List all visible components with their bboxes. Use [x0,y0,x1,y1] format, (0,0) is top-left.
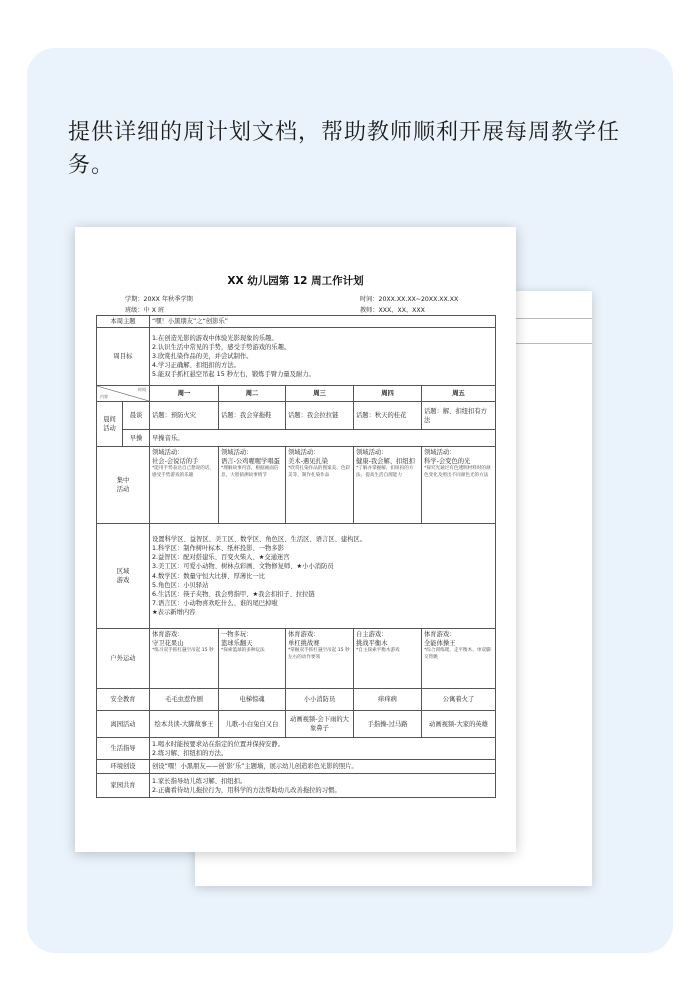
document-title: XX 幼儿园第 12 周工作计划 [227,275,364,287]
focus-title: 社会-会说话的手 [152,458,199,466]
focus-type: 领域活动： [152,449,184,457]
teacher-label: 教师：XXX、XX、XXX [360,307,425,314]
corner-cell [97,386,150,402]
life-row [97,738,496,760]
home-item: 1.家长指导幼儿练习解、扣纽扣。 [152,777,247,785]
focus-cell [422,447,496,524]
time-label: 时间：20XX.XX.XX~20XX.XX.XX [360,296,459,303]
outdoor-desc: *练习双手抓杠悬空吊起 15 秒 [152,648,214,654]
goal-item: 4.学习正确解、扣纽扣的方法。 [152,362,240,370]
area-label: 区域 游戏 [97,524,150,629]
outdoor-row [97,629,496,689]
env-row [97,760,496,774]
days-header-row [97,386,496,402]
area-row [97,524,496,629]
safety-cell: 毛毛虫惹作剧 [150,689,219,711]
leave-row [97,711,496,738]
focus-cell [286,447,354,524]
area-item: 4.数学区：数量守恒大比拼、厚薄比一比 [152,572,266,580]
semester-label: 学期：20XX 年秋季学期 [125,296,193,303]
home-item: 2.正确看待幼儿拖拉行为，用科学的方法帮助幼儿改善拖拉的习惯。 [152,786,341,794]
outdoor-cell [354,629,422,689]
focus-type: 领域活动： [356,449,388,457]
talk-cell: 话题：预防火灾 [150,402,219,430]
outdoor-type: 体育游戏： [152,631,184,639]
outdoor-cell [219,629,286,689]
goals-row [97,328,496,386]
day-header: 周五 [422,386,496,402]
headline: 提供详细的周计划文档，帮助教师顺利开展每周教学任务。 [68,120,621,178]
focus-cell [354,447,422,524]
outdoor-desc: *自主探索平衡木游戏 [356,648,400,654]
goal-item: 1.在创造光影的游戏中体验光影现象的乐趣。 [152,334,278,342]
talk-label: 晨谈 [123,402,150,430]
outdoor-desc: *掌握双手抓杠悬空吊起 15 秒左右的动作要领 [288,648,350,660]
focus-desc: *了解并掌握解、扣纽扣的方法，提高生活自理能力 [356,466,414,478]
outdoor-type: 体育游戏： [288,631,320,639]
safety-row [97,689,496,711]
area-list [150,524,496,629]
theme-label: 本周主题 [97,316,150,328]
leave-cell: 儿歌-小白兔白又白 [219,711,286,738]
goals-list [150,328,496,386]
outdoor-type: 自主游戏： [356,631,388,639]
focus-type: 领域活动： [221,449,253,457]
focus-title: 科学-会变色的光 [424,458,471,466]
document-sheet [75,227,516,852]
talk-cell: 话题：我会穿拖鞋 [219,402,286,430]
env-label: 环境创设 [97,760,150,774]
outdoor-desc: *综合训练爬、走平衡木、单双脚交替跳 [424,648,491,660]
outdoor-cell [286,629,354,689]
outdoor-title: 篮球乐翻天 [221,640,253,648]
life-label: 生活指导 [97,738,150,760]
focus-title: 健康-我会解、扣纽扣 [356,458,415,466]
outdoor-desc: *探索篮球的多种玩法 [221,648,265,654]
life-list [150,738,496,760]
focus-desc: *欣赏扎染作品的图案美、色彩美等，制作扎染作品 [288,466,351,478]
weekly-plan-table [96,315,496,798]
outdoor-title: 全能体操王 [424,640,456,648]
day-header: 周三 [286,386,354,402]
leave-cell: 动画视频-会下雨的大象鼻子 [286,711,354,738]
focus-row [97,447,496,524]
focus-label: 集中 活动 [97,447,150,524]
talk-cell: 话题：解、扣纽扣有方法 [422,402,496,430]
leave-cell: 绘本共读-大脚故事王 [150,711,219,738]
focus-desc: *理解故事内容，根据画面信息，大胆猜测故事情节 [221,466,279,478]
safety-cell: 公寓着火了 [422,689,496,711]
talk-cell: 话题：我会拉拉链 [286,402,354,430]
area-item: 3.美工区：可爱小动物、树林点彩画、文物修复师、★小小消防员 [152,563,334,571]
safety-label: 安全教育 [97,689,150,711]
home-row [97,774,496,798]
area-item: 1.科学区：制作树叶标本、纸杯投影、一物多影 [152,545,284,553]
talk-cell: 话题：秋天的桂花 [354,402,422,430]
safety-cell: 痒痒病 [354,689,422,711]
leave-cell: 手指操-过马路 [354,711,422,738]
focus-type: 领域活动： [424,449,456,457]
day-header: 周一 [150,386,219,402]
outdoor-cell [150,629,219,689]
exercise-value: 早操音乐。 [150,430,496,447]
corner-content-label: 内容 [100,394,108,400]
outdoor-label: 户外运动 [97,629,150,689]
theme-row [97,316,496,328]
day-header: 周四 [354,386,422,402]
focus-cell [150,447,219,524]
exercise-label: 早操 [123,430,150,447]
leave-cell: 动画视频-大家的英雄 [422,711,496,738]
area-item: 2.益智区：配对搭建乐、百变火柴人、★交通迷宫 [152,554,290,562]
outdoor-title: 挑战平衡木 [356,640,388,648]
area-item: 5.角色区：小贝驿站 [152,581,209,589]
outdoor-type: 一物多玩： [221,631,253,639]
outdoor-type: 体育游戏： [424,631,456,639]
exercise-row [97,430,496,447]
focus-desc: *探究光通过有色透明材料时的颜色变化及照出不同颜色光的方法 [424,466,491,478]
goals-label: 周目标 [97,328,150,386]
corner-time-label: 时间 [138,387,146,393]
talk-row [97,402,496,430]
area-note: ★表示新增内容 [152,609,196,617]
outdoor-cell [422,629,496,689]
theme-value: “嘿！小黑朋友”之“创影乐” [150,316,496,328]
focus-desc: *能用手势表达自己想说的话，感受手势游戏的乐趣 [152,466,215,478]
goal-item: 3.欣赏扎染作品的美，并尝试制作。 [152,353,253,361]
goal-item: 5.能双手抓杠悬空吊起 15 秒左右，锻炼手臂力量及耐力。 [152,371,315,379]
env-value: 创设“嘿！小黑朋友——创‘影’乐”主题墙，展示幼儿创造彩色光影的照片。 [150,760,496,774]
outdoor-title: 守卫花果山 [152,640,184,648]
home-label: 家园共育 [97,774,150,798]
morning-label: 晨间 活动 [97,402,123,447]
area-item: 6.生活区：筷子夹物、我会剪指甲、★我会扣扣子、拉拉链 [152,590,315,598]
safety-cell: 小小消防员 [286,689,354,711]
class-label: 班级：中 X 班 [125,307,165,314]
day-header: 周二 [219,386,286,402]
area-item: 设置科学区、益智区、美工区、数学区、角色区、生活区、语言区、建构区。 [152,536,367,544]
focus-title: 语言-公鸡喔喔学唱蛋 [221,458,280,466]
focus-type: 领域活动： [288,449,320,457]
focus-title: 美术-遇见扎染 [288,458,329,466]
home-list [150,774,496,798]
area-item: 7.语言区：小动物喜欢吃什么、谁的尾巴掉啦 [152,599,278,607]
outdoor-title: 单杠挑战赛 [288,640,320,648]
goal-item: 2.认识生活中常见的手势，感受手势游戏的乐趣。 [152,343,291,351]
leave-label: 离园活动 [97,711,150,738]
safety-cell: 电梯惊魂 [219,689,286,711]
life-item: 1.喝水时能按要求站在指定的位置并保持安静。 [152,740,284,748]
focus-cell [219,447,286,524]
life-item: 2.练习解、扣纽扣的方法。 [152,749,228,757]
